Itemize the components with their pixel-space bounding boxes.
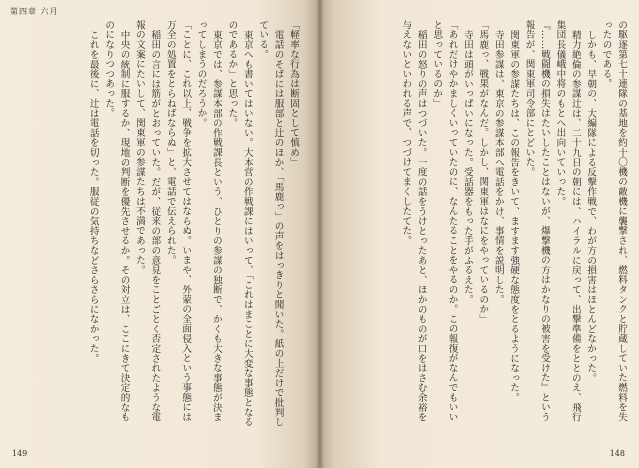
paragraph: 精力絶倫の参謀辻は、二十九日の朝には、ハイラルに戻って、出撃準備をととのえ、飛行集団長儀峨中将のもとへ出向いていった。 [554, 20, 581, 422]
paragraph: 「軽率な行為は断固として慎め」 [288, 20, 299, 167]
paragraph: 東京へも書いてはいない。大本営の作戦課にはいって、「これはまことに大変な事態となるのであるか」と思った。 [226, 20, 253, 427]
paragraph: 寺田参謀は、東京の参謀本部へ電話をかけ、事情を説明した。 [492, 29, 504, 304]
gutter-shadow [316, 0, 324, 468]
page-number: 149 [12, 449, 28, 458]
paragraph: 「馬鹿っ、戦果がなんだ。しかし、関東軍はなにをやっているのか」 [477, 20, 489, 324]
page-number: 148 [609, 449, 625, 458]
paragraph: 『……戦闘機の損失はたいしたことはないが、爆撃機の方はかなりの被害を受けた』という報告が、関東軍司令部にとどいた。 [523, 20, 550, 422]
paragraph: 東京では、参謀本部の作戦課長という、ひとりの参謀の独断で、かくも大きな事態が決まってしまうのだろうか。 [195, 20, 222, 422]
paragraph: の駆逐第七十連隊の基地を約十〇機の敵機に襲撃され、燃料タンクと貯蔵していた燃料を失ったのである。 [600, 20, 627, 422]
paragraph: 関東軍の参謀たちは、この報告をきいて、ますます強硬な態度をとるようになった。 [508, 29, 520, 402]
paragraph: 寺田は頭がいっぱいになった。受話器をもった手がふるえた。 [461, 29, 473, 304]
running-head: 第四章 六月 [10, 7, 59, 16]
left-text-block [11, 20, 301, 430]
paragraph: 「ことに、これ以上、戦争を拡大させてはならぬ。いまや、外蒙の全面侵入という事態には万全の処置をとらねばならぬ」と、電話で伝えられた。 [164, 20, 192, 422]
paragraph: これを最後に、辻は電話を切った。服従の気持ちなどさらさらになかった。 [87, 29, 99, 363]
paragraph: しかも、早朝の、大編隊による反撃作戦で、わが方の損害はほとんどなかった。 [585, 29, 597, 383]
paragraph: 中央の統制に服するか、現地の判断を優先させるか。その対立は、ここにきて決定的なものになりつつあった。 [103, 20, 130, 422]
paragraph: 電話のそばには服部と辻のほか、「馬鹿っ」の声をはっきりと聞いた。紙の上だけで批判している。 [257, 20, 284, 427]
right-text-block [339, 20, 629, 430]
left-page [0, 0, 319, 468]
paragraph: 「あれだけやかましくいっていたのに、なんたることをやるのか。この報復がなんでもいいと思っているのか」 [431, 20, 458, 422]
right-page [319, 0, 639, 468]
paragraph: 稲田の怒りの声はつづいた。一度の話をうけとったあと、ほかのものが口をはさむ余裕を与えないといわれる声で、つづけてまくしたてた。 [400, 20, 427, 422]
paragraph: 稲田の言には筋がとおっていた。だが、従来の部の意見をことごとく否定されたような電報の文案にたいして、関東軍の参謀たちは不満であった。 [133, 20, 161, 422]
